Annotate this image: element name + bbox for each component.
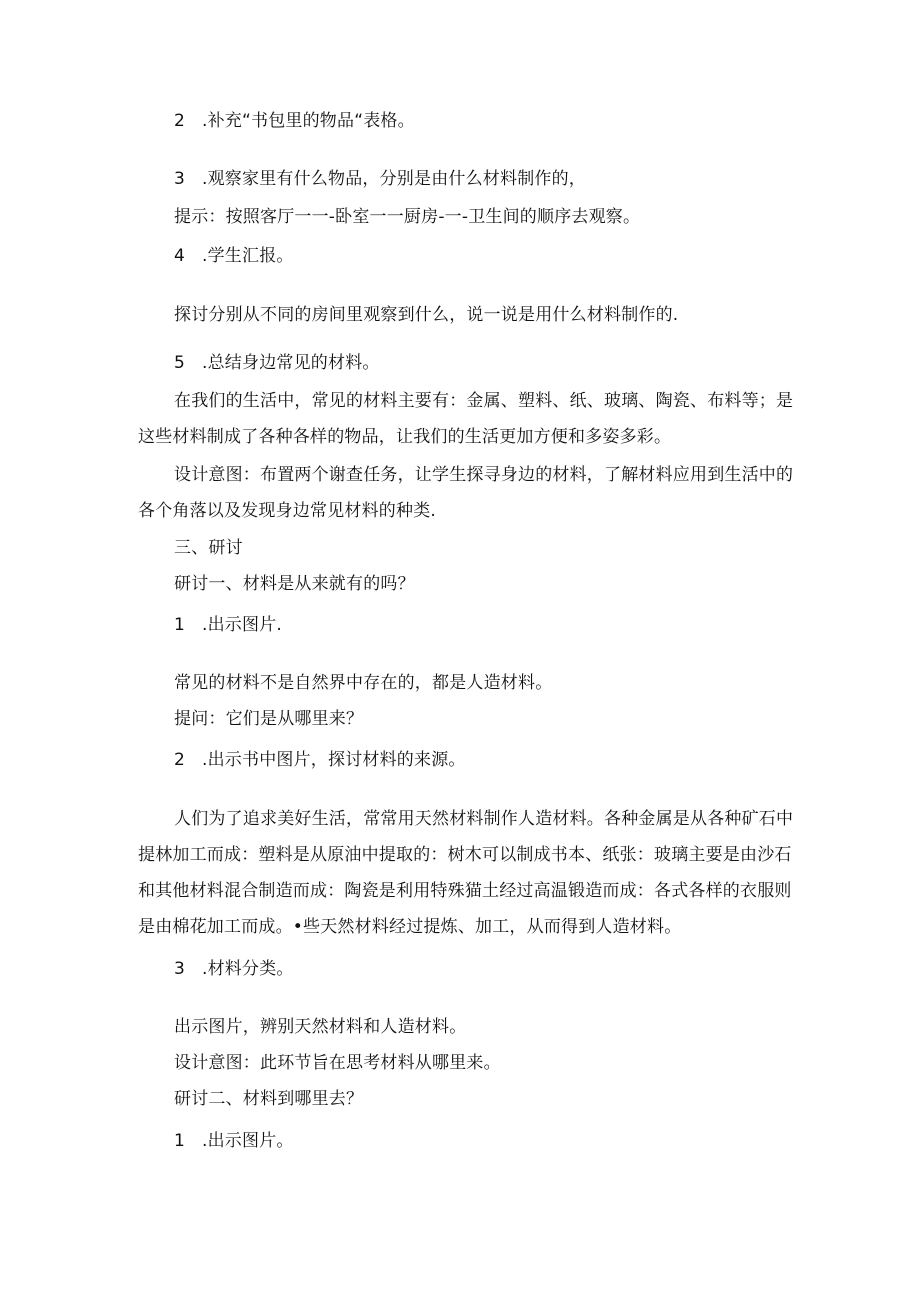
list-number: 3 <box>174 169 186 189</box>
topic-2-heading: 研讨二、材料到哪里去？ <box>174 1089 364 1109</box>
list-number: 2 <box>174 750 186 770</box>
list-number: 5 <box>174 353 186 373</box>
list-item-2 <box>174 110 415 132</box>
list-number: 2 <box>174 111 186 131</box>
list-number: 1 <box>174 615 186 635</box>
summary-line-1: 在我们的生活中，常见的材料主要有：金属、塑料、纸、玻璃、陶瓷、布料等；是 <box>174 391 794 411</box>
design-intent-line-1: 设计意图：布置两个谢查任务，让学生探寻身边的材料，了解材料应用到生活中的 <box>174 465 794 485</box>
list-text: .材料分类。 <box>202 959 294 979</box>
topic1-list-item-1 <box>174 614 282 636</box>
design-intent-text: 设计意图：此环节旨在思考材料从哪里来。 <box>174 1053 501 1073</box>
classify-text: 出示图片，辨别天然材料和人造材料。 <box>174 1017 467 1037</box>
question-text: 提问：它们是从哪里来？ <box>174 709 364 729</box>
section-heading: 三、研讨 <box>174 538 243 558</box>
topic1-list-item-3 <box>174 958 294 980</box>
topic2-list-item-1 <box>174 1130 294 1152</box>
discuss-rooms-text: 探讨分别从不同的房间里观察到什么，说一说是用什么材料制作的. <box>174 305 679 325</box>
list-item-4 <box>174 245 294 267</box>
list-number: 3 <box>174 959 186 979</box>
list-item-3 <box>174 168 586 190</box>
list-text: .出示图片。 <box>202 1131 294 1151</box>
material-source-line-1: 人们为了追求美好生活，常常用天然材料制作人造材料。各种金属是从各种矿石中 <box>174 809 794 829</box>
summary-line-2: 这些材料制成了各种各样的物品，让我们的生活更加方便和多姿多彩。 <box>138 427 672 447</box>
topic1-list-item-2 <box>174 749 466 771</box>
list-text: .总结身边常见的材料。 <box>202 353 380 373</box>
design-intent-line-2: 各个角落以及发现身边常见材料的种类. <box>138 501 437 521</box>
list-text: .学生汇报。 <box>202 246 294 266</box>
tip-text: 提示：按照客厅一一-卧室一一厨房-一-卫生间的顺序去观察。 <box>174 207 641 227</box>
topic-1-heading: 研讨一、材料是从来就有的吗？ <box>174 574 415 594</box>
material-source-line-3: 和其他材料混合制造而成：陶瓷是利用特殊猫土经过高温锻造而成：各式各样的衣服则 <box>138 881 792 901</box>
list-number: 4 <box>174 246 186 266</box>
material-source-line-4: 是由棉花加工而成。•些天然材料经过提炼、加工，从而得到人造材料。 <box>138 917 682 937</box>
list-text: .出示书中图片，探讨材料的来源。 <box>202 750 466 770</box>
list-text: .补充“书包里的物品“表格。 <box>202 111 415 131</box>
material-source-line-2: 提林加工而成：塑料是从原油中提取的：树木可以制成书本、纸张：玻璃主要是由沙石 <box>138 845 792 865</box>
list-text: .观察家里有什么物品，分别是由什么材料制作的， <box>202 169 587 189</box>
list-number: 1 <box>174 1131 186 1151</box>
common-materials-text: 常见的材料不是自然界中存在的，都是人造材料。 <box>174 673 553 693</box>
list-item-5 <box>174 352 380 374</box>
list-text: .出示图片. <box>202 615 283 635</box>
